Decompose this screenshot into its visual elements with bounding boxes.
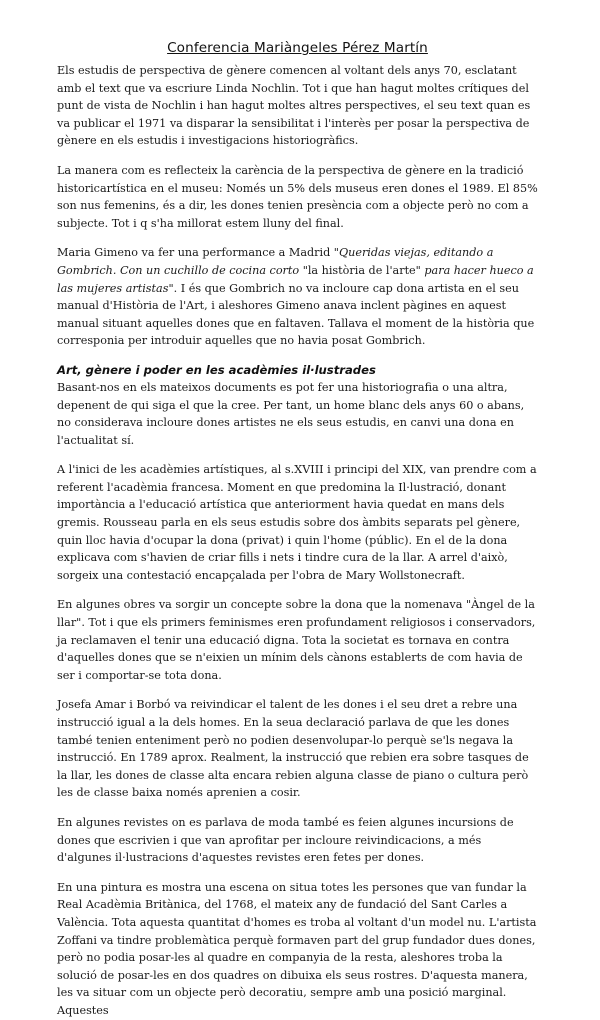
paragraph-magazines: En algunes revistes on es parlava de moda també es feien algunes incursions de dones que escrivien i que van aprofitar per incloure reivindicacions, a més d'algunes il·lustracions d'aquestes revistes eren fetes per dones.: [57, 815, 514, 865]
paragraph-intro: Els estudis de perspectiva de gènere comencen al voltant dels anys 70, esclatant amb el text que va escriure Linda Nochlin. Tot i que han hagut moltes crítiques del punt de vista de Nochlin i han hagut moltes altres perspectives, el seu text quan es va publicar el 1971 va disparar la sensibilitat i l'interès per posar la perspectiva de gènere en els estudis i investigacions historiogràfics.: [57, 64, 531, 148]
text-run: ". I és que Gombrich no va incloure cap dona artista en el seu manual d'Història de l'Art, i aleshores Gimeno anava inclent pàgines en aquest manual situant aquelles dones que en faltaven. Tallava el moment de la història que corresponia per introduir aquelles que no havia posat Gombrich.: [57, 281, 535, 348]
italic-quote: Queridas viejas, editando a Gombrich. Con un cuchillo de cocina corto: [57, 246, 494, 277]
text-run: Maria Gimeno va fer una performance a Madrid ": [57, 246, 339, 260]
paragraph-historiography: Basant-nos en els mateixos documents es pot fer una historiografia o una altra, depenent de qui siga el que la cree. Per tant, un home blanc dels anys 60 o abans, no considerava incloure dones artistes ne els seus estudis, en canvi una dona en l'actualitat sí.: [57, 380, 525, 447]
document-title: Conferencia Mariàngeles Pérez Martín: [167, 40, 428, 56]
section-heading: Art, gènere i poder en les acadèmies il·lustrades: [57, 362, 376, 377]
paragraph-painting: En una pintura es mostra una escena on situa totes les persones que van fundar la Real Acadèmia Britànica, del 1768, el mateix any de fundació del Sant Carles a València. Tota aquesta quantitat d'homes es troba al voltant d'un model nu. L'artista Zoffani va tindre problemàtica perquè formaven part del grup fundador dues dones, però no podia posar-les al quadre en companyia de la resta, aleshores troba la solució de posar-les en dos quadres on dibuixa els seus rostres. D'aquesta manera, les va situar com un objecte però decoratiu, sempre amb una posició marginal. Aquestes: [57, 880, 537, 1017]
paragraph-gimeno: [57, 244, 538, 350]
italic-quote: para hacer hueco a las mujeres artistas: [57, 263, 534, 295]
text-run: "la història de l'arte": [299, 263, 425, 277]
paragraph-angel: En algunes obres va sorgir un concepte sobre la dona que la nomenava "Àngel de la llar". Tot i que els primers feminismes eren profundament religiosos i conservadors, ja reclamaven el tenir una educació digna. Tota la societat es tornava en contra d'aquelles dones que se n'eixien un mínim dels cànons establerts de com havia de ser i comportar-se tota dona.: [57, 598, 536, 682]
paragraph-academies: A l'inici de les acadèmies artístiques, al s.XVIII i principi del XIX, van prendre com a referent l'acadèmia francesa. Moment en que predomina la Il·lustració, donant importància a l'educació artística que anteriorment havia quedat en mans dels gremis. Rousseau parla en els seus estudis sobre dos àmbits separats pel gènere, quin lloc havia d'ocupar la dona (privat) i quin l'home (públic). En el de la dona explicava com s'havien de criar fills i nets i tindre cura de la llar. A arrel d'això, sorgeix una contestació encapçalada per l'obra de Mary Wollstonecraft.: [57, 463, 537, 582]
paragraph-museum: La manera com es reflecteix la carència de la perspectiva de gènere en la tradició historicartística en el museu: Només un 5% dels museus eren dones el 1989. El 85% son nus femenins, és a dir, les dones tenien presència com a objecte però no com a subjecte. Tot i q s'ha millorat estem lluny del final.: [57, 163, 538, 230]
paragraph-josefa: Josefa Amar i Borbó va reivindicar el talent de les dones i el seu dret a rebre una instrucció igual a la dels homes. En la seua declaració parlava de que les dones també tenien enteniment però no podien desenvolupar-lo perquè se'ls negava la instrucció. En 1789 aprox. Realment, la instrucció que rebien era sobre tasques de la llar, les dones de classe alta encara rebien alguna classe de piano o cultura però les de classe baixa només aprenien a cosir.: [57, 698, 529, 800]
